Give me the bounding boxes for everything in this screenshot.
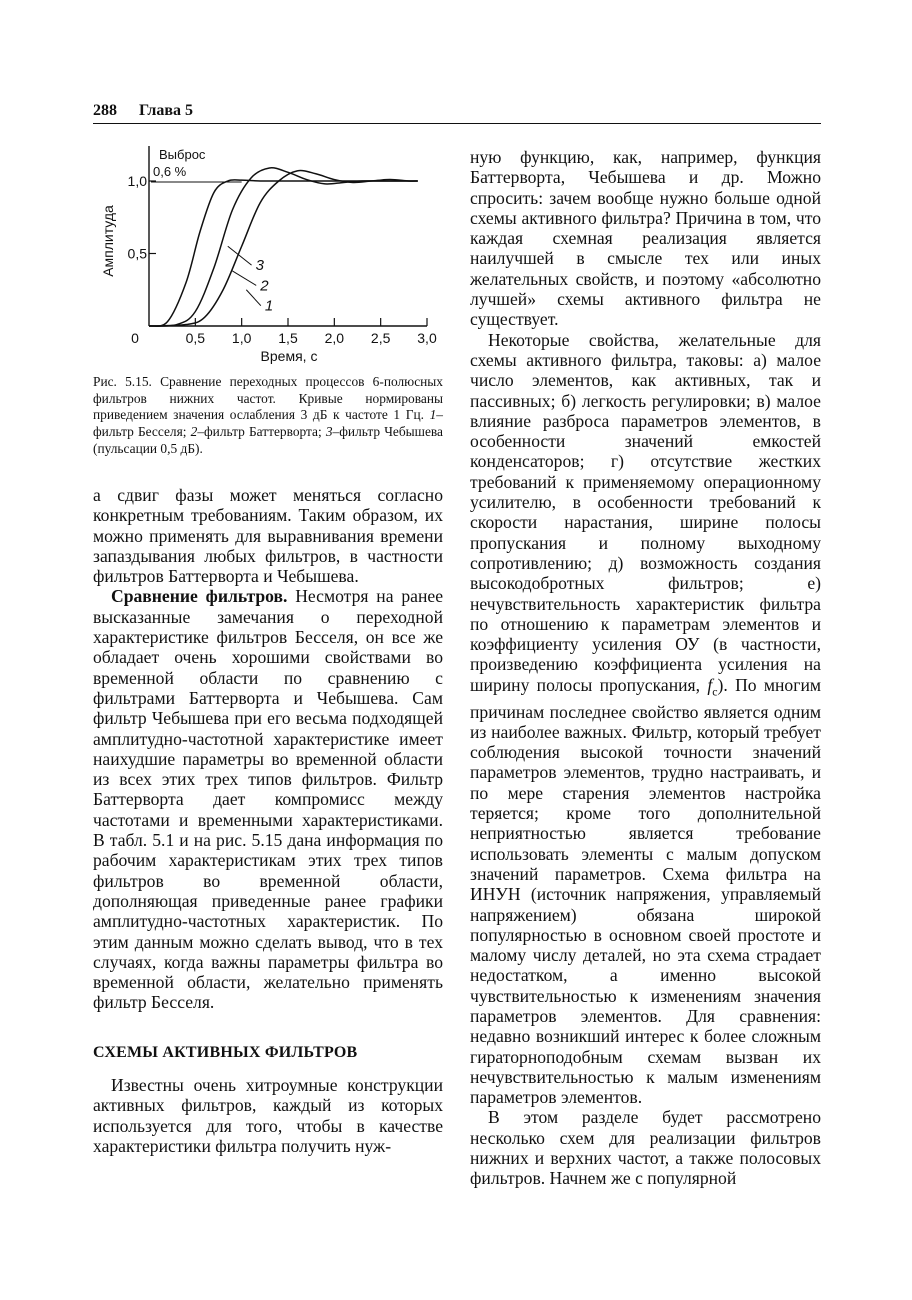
overshoot-percent-label: 0,6 % xyxy=(153,164,187,179)
y-tick-label: 1,0 xyxy=(127,173,147,189)
x-tick-label: 1,0 xyxy=(231,330,252,346)
page-number: 288 xyxy=(93,102,117,119)
caption-item2: –фильтр Баттерворта; xyxy=(197,424,322,440)
series-leader-1 xyxy=(246,290,261,306)
caption-item1: –фильтр Бесселя; xyxy=(93,407,443,440)
series-label-1: 1 xyxy=(264,297,274,315)
paragraph-filter-comparison xyxy=(93,586,443,1012)
left-column xyxy=(93,485,443,1156)
series-line-2 xyxy=(149,168,418,326)
caption-item3: –фильтр Чебышева (пульсации 0,5 дБ). xyxy=(93,424,443,456)
figure-caption xyxy=(93,374,443,458)
overshoot-label: Выброс xyxy=(159,147,206,162)
y-tick-label: 0,5 xyxy=(127,245,147,262)
paragraph: В этом разделе будет рассмотрено несколько схем для реализации фильтров нижних и верхних частот, а также полосовых фильтров. Начнем же с популярной xyxy=(470,1107,821,1189)
paragraph-text: ). По многим причинам последнее свойство является одним из наиболее важных. Фильтр, который требует соблюдения высокой точности значений параметров элементов, трудно настраивать, и по мере старения элементов настройка теряется; кроме того дополнительной неприятностью является требование использовать элементы с малым допуском значений параметров. Схема фильтра на ИНУН (источник напряжения, управляемый напряжением) обязана широкой популярностью в основном своей простоте и малому числу деталей, но эта схема страдает недостатком, а именно высокой чувствительностью к изменениям значения параметров элементов. Для сравнения: недавно возникший интерес к более сложным гираторноподобным схемам вызван их нечувствительностью к малым изменениям параметров элементов. xyxy=(470,674,821,1108)
series-line-1 xyxy=(149,171,418,326)
caption-item3-number: 3 xyxy=(325,424,333,440)
x-tick-label: 3,0 xyxy=(417,330,437,346)
step-response-chart xyxy=(93,140,443,370)
series-leader-2 xyxy=(232,271,256,286)
x-axis-label: Время, с xyxy=(260,348,318,364)
paragraph: ную функцию, как, например, функция Баттерворта, Чебышева и др. Можно спросить: зачем вообще нужно больше одной схемы активного фильтра? Причина в том, что каждая схемная реализация является наилучшей в смысле тех или иных желательных свойств, и поэтому «абсолютно лучшей» схемы активного фильтра не существует. xyxy=(470,147,821,330)
x-tick-label: 0,5 xyxy=(185,330,206,346)
page-header xyxy=(93,101,821,124)
series-label-3: 3 xyxy=(255,257,264,275)
x-tick-label: 0 xyxy=(131,330,139,346)
x-tick-label: 2,0 xyxy=(324,330,345,346)
x-tick-label: 2,5 xyxy=(370,330,391,346)
paragraph-text: Несмотря на ранее высказанные замечания о переходной характеристике фильтров Бесселя, он все же обладает очень хорошими свойствами во временной области по сравнению с фильтрами Баттерворта и Чебышева. Сам фильтр Чебышева при его весьма подходящей амплитудно-частотной характеристике имеет наихудшие параметры во временной области из всех этих трех типов фильтров. Фильтр Баттерворта дает компромисс между частотами и временными характеристиками. В табл. 5.1 и на рис. 5.15 дана информация по рабочим характеристикам этих трех типов фильтров во временной области, дополняющая приведенные ранее графики амплитудно-частотных характеристик. По этим данным можно сделать вывод, что в тех случаях, когда важны параметры фильтра во временной области, желательно применять фильтр Бесселя. xyxy=(93,586,443,1013)
caption-text: Сравнение переходных процессов 6-полюсных фильтров нижних частот. Кривые нормированы приведением значения ослабления 3 дБ к частоте 1 Гц. xyxy=(93,374,443,423)
chart-series xyxy=(149,168,418,326)
paragraph-properties xyxy=(470,330,821,1108)
series-line-3 xyxy=(149,180,418,326)
caption-item2-number: 2 xyxy=(190,424,198,440)
fc-symbol: f xyxy=(707,674,713,695)
caption-label: Рис. 5.15. xyxy=(93,374,152,389)
right-column xyxy=(470,147,821,1189)
section-heading: СХЕМЫ АКТИВНЫХ ФИЛЬТРОВ xyxy=(93,1043,358,1061)
chart-ticks xyxy=(128,173,437,346)
paragraph-text: Некоторые свойства, желательные для схемы активного фильтра, таковы: а) малое число элементов, как активных, так и пассивных; б) легкость регулировки; в) малое влияние разброса параметров элементов, в особенности значений емкостей конденсаторов; г) отсутствие жестких требований к применяемому операционному усилителю, в особенности требований к скорости нарастания, ширине полосы пропускания и полному выходному сопротивлению; д) возможность создания высокодобротных фильтров; е) нечувствительность характеристик фильтра по отношению к параметрам элементов и коэффициенту усиления ОУ (в частности, произведению коэффициента усиления на ширину полосы пропускания, xyxy=(470,329,821,695)
paragraph: Известны очень хитроумные конструкции активных фильтров, каждый из которых используется для того, чтобы в качестве характеристики фильтра получить нуж- xyxy=(93,1075,443,1156)
series-label-2: 2 xyxy=(260,277,269,295)
chapter-title: Глава 5 xyxy=(139,102,193,119)
x-tick-label: 1,5 xyxy=(278,330,298,346)
run-in-heading: Сравнение фильтров. xyxy=(111,586,288,607)
fc-subscript: c xyxy=(712,684,718,699)
caption-item1-number: 1 xyxy=(429,407,437,423)
y-axis-label: Амплитуда xyxy=(100,205,116,277)
paragraph: а сдвиг фазы может меняться согласно конкретным требованиям. Таким образом, их можно применять для выравнивания времени запаздывания любых фильтров, в частности фильтров Баттерворта и Чебышева. xyxy=(93,485,443,587)
